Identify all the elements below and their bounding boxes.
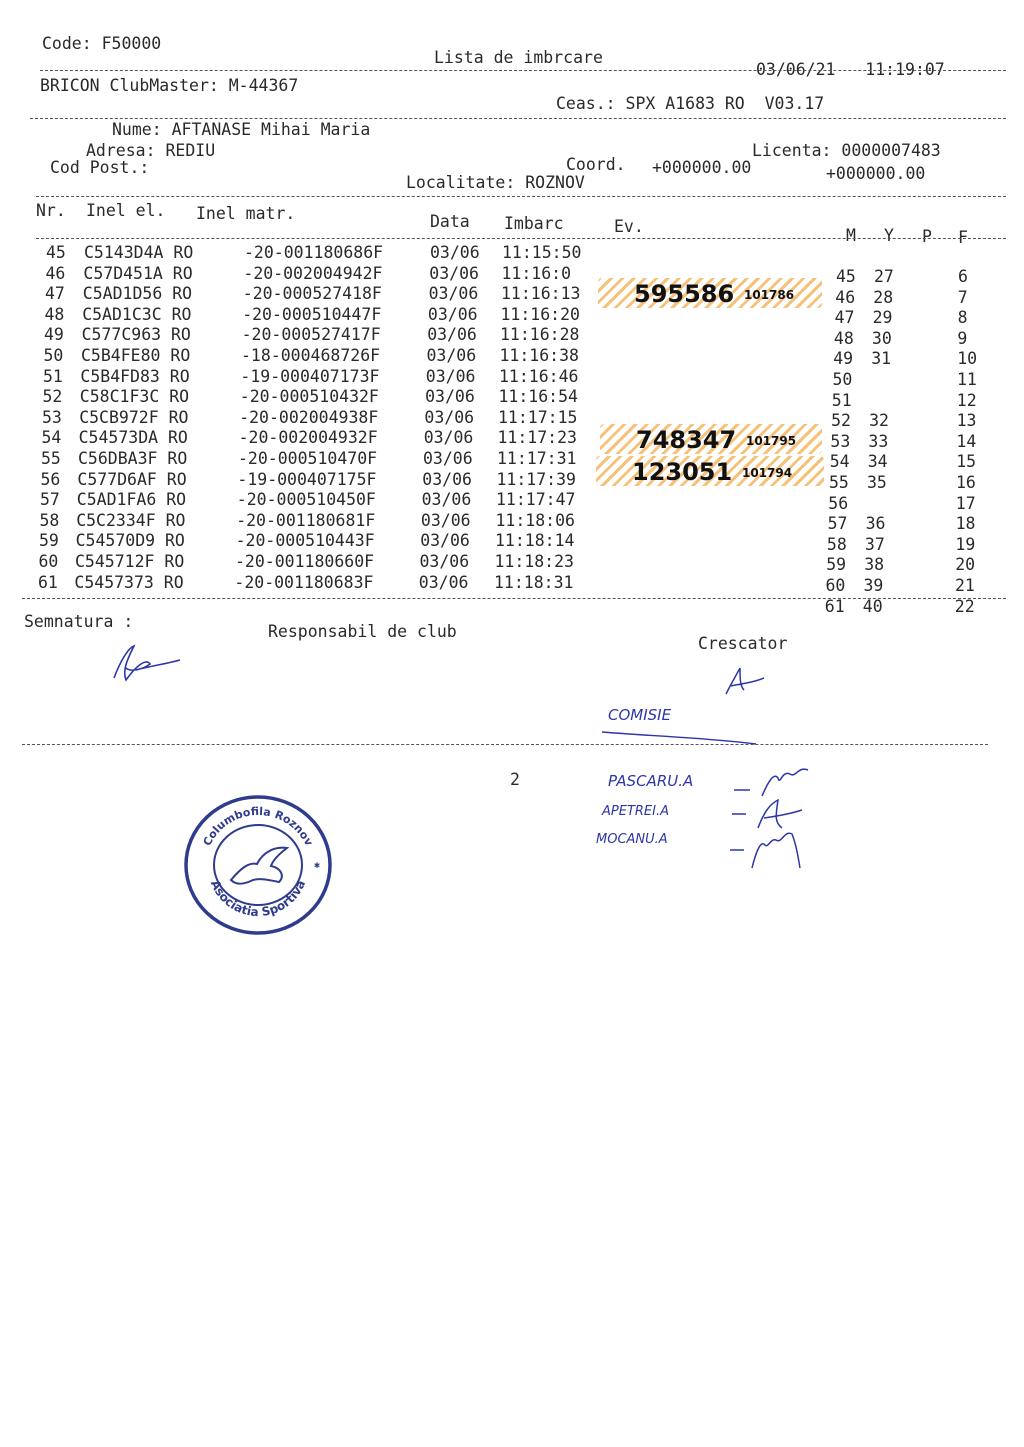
- row-m: 50: [832, 370, 853, 389]
- row-date: 03/06: [419, 552, 470, 571]
- row-date: 03/06: [420, 531, 470, 551]
- row-y: 34: [867, 452, 888, 472]
- row-time: 11:18:14: [495, 531, 575, 551]
- event-sticker: [598, 278, 822, 308]
- row-ring: -20-002004938F: [239, 407, 379, 427]
- row-nr: 59: [39, 531, 59, 551]
- row-time: 11:18:23: [494, 552, 574, 571]
- col-inel-matr: Inel matr.: [196, 204, 296, 223]
- row-ring: -20-001180683F: [234, 572, 374, 592]
- row-chip: C5B4FD83 RO: [80, 366, 190, 386]
- row-date: 03/06: [428, 284, 479, 304]
- row-date: 03/06: [429, 263, 479, 283]
- row-date: 03/06: [425, 366, 476, 386]
- row-date: 03/06: [421, 490, 472, 510]
- row-date: 03/06: [430, 243, 480, 262]
- stamp-text-bottom: Asociatia Sportiva: [207, 877, 309, 920]
- col-nr: Nr.: [36, 201, 66, 220]
- row-f: 16: [956, 473, 976, 492]
- divider: [22, 744, 988, 745]
- row-nr: 45: [46, 243, 66, 262]
- row-chip: C57D451A RO: [83, 263, 193, 283]
- row-chip: C5143D4A RO: [84, 243, 194, 262]
- row-chip: C5CB972F RO: [79, 407, 189, 427]
- row-ring: -20-000510447F: [242, 304, 382, 324]
- row-m: 55: [829, 473, 849, 492]
- sticker-code: 101794: [742, 466, 793, 480]
- row-m: 60: [825, 576, 846, 595]
- row-nr: 56: [40, 469, 61, 489]
- row-ring: -19-000407173F: [240, 366, 380, 386]
- row-ring: -20-000510432F: [239, 387, 379, 407]
- sticker-number: 748347: [636, 426, 737, 454]
- row-ring: -18-000468726F: [241, 346, 381, 365]
- row-y: 40: [862, 596, 883, 616]
- row-f: 19: [955, 534, 976, 554]
- row-time: 11:16:54: [498, 387, 578, 407]
- row-ring: -20-000510443F: [235, 531, 375, 551]
- club-master-id: BRICON ClubMaster: M-44367: [40, 76, 299, 95]
- commission-member: MOCANU.A: [596, 832, 668, 847]
- club-signature: [106, 642, 186, 686]
- row-nr: 57: [40, 490, 60, 510]
- row-m: 57: [827, 514, 848, 534]
- coord-longitude: +000000.00: [826, 164, 926, 183]
- row-chip: C54570D9 RO: [75, 531, 185, 551]
- event-sticker: [600, 424, 822, 454]
- row-date: 03/06: [426, 346, 477, 365]
- row-time: 11:16:0: [501, 263, 572, 283]
- row-date: 03/06: [423, 449, 473, 468]
- row-y: 29: [872, 308, 893, 328]
- row-nr: 55: [41, 449, 61, 468]
- row-date: 03/06: [425, 387, 475, 407]
- row-chip: C58C1F3C RO: [79, 387, 190, 407]
- clock-id: Ceas.: SPX A1683 RO V03.17: [556, 94, 825, 113]
- club-stamp: [183, 794, 333, 936]
- row-f: 9: [957, 328, 968, 348]
- event-sticker: [596, 456, 824, 486]
- row-time: 11:17:23: [497, 428, 577, 448]
- row-y: 32: [869, 411, 889, 431]
- row-ring: -20-000527417F: [241, 325, 381, 345]
- row-time: 11:16:28: [500, 325, 580, 345]
- table-row: [0, 572, 1024, 616]
- row-chip: C56DBA3F RO: [78, 449, 188, 468]
- row-f: 15: [956, 452, 977, 472]
- form-code: Code: F50000: [42, 34, 162, 53]
- row-ring: -20-000527418F: [242, 284, 382, 304]
- row-nr: 58: [39, 510, 60, 530]
- row-nr: 47: [45, 284, 65, 304]
- row-f: 11: [957, 370, 977, 389]
- col-ev: Ev.: [614, 217, 644, 236]
- row-f: 6: [958, 267, 968, 286]
- row-m: 53: [830, 431, 851, 451]
- row-y: 37: [864, 534, 885, 554]
- coord-latitude: +000000.00: [652, 158, 752, 177]
- divider: [40, 70, 1006, 71]
- breeder-name: Nume: AFTANASE Mihai Maria: [112, 120, 371, 139]
- license-number: Licenta: 0000007483: [752, 141, 941, 160]
- breeder-address: Adresa: REDIU: [86, 141, 216, 160]
- row-nr: 51: [43, 366, 63, 386]
- divider: [30, 118, 1006, 119]
- col-m: M: [846, 226, 856, 245]
- row-time: 11:15:50: [502, 243, 582, 262]
- row-m: 54: [829, 452, 850, 472]
- row-date: 03/06: [427, 304, 478, 324]
- row-y: 27: [874, 267, 894, 286]
- locality: Localitate: ROZNOV: [406, 173, 585, 192]
- row-ring: -20-002004942F: [243, 263, 383, 283]
- row-f: 13: [956, 411, 977, 431]
- club-responsible-label: Responsabil de club: [268, 622, 457, 641]
- row-nr: 49: [44, 325, 64, 345]
- row-nr: 54: [41, 428, 62, 448]
- row-y: 39: [863, 576, 884, 595]
- row-m: 58: [826, 534, 847, 554]
- row-f: 18: [955, 514, 976, 534]
- signature-label: Semnatura :: [24, 612, 134, 631]
- col-inel-el: Inel el.: [86, 201, 166, 220]
- col-y: Y: [884, 226, 894, 245]
- commission-signatures: [726, 764, 826, 876]
- row-m: 46: [835, 287, 856, 307]
- breeder-label: Crescator: [698, 634, 788, 653]
- postal-code-label: Cod Post.:: [50, 158, 150, 177]
- row-y: 35: [867, 473, 887, 492]
- row-date: 03/06: [423, 428, 474, 448]
- row-y: 38: [864, 555, 885, 575]
- row-m: 61: [824, 596, 845, 616]
- star-icon: ✱: [314, 860, 321, 871]
- row-ring: -20-000510450F: [236, 490, 376, 510]
- row-time: 11:17:39: [496, 469, 576, 489]
- row-m: 52: [831, 411, 851, 431]
- row-time: 11:16:20: [500, 304, 580, 324]
- row-y: 28: [873, 287, 894, 307]
- row-f: 20: [955, 555, 976, 575]
- row-date: 03/06: [420, 510, 471, 530]
- row-nr: 61: [38, 572, 58, 592]
- row-chip: C54573DA RO: [78, 428, 188, 448]
- sticker-number: 123051: [632, 458, 733, 486]
- col-p: P: [922, 227, 932, 246]
- row-nr: 52: [42, 387, 63, 407]
- row-chip: C5AD1C3C RO: [82, 304, 192, 324]
- row-m: 48: [833, 328, 854, 348]
- sticker-code: 101786: [744, 288, 795, 302]
- dove-icon: [231, 848, 287, 884]
- row-f: 7: [957, 287, 968, 307]
- divider: [36, 238, 1006, 239]
- row-chip: C5457373 RO: [74, 572, 184, 592]
- commission-underline: [600, 726, 760, 746]
- col-data: Data: [430, 212, 470, 231]
- row-m: 49: [833, 349, 854, 369]
- commission-label: COMISIE: [608, 706, 672, 724]
- row-f: 8: [957, 308, 968, 328]
- row-y: 31: [871, 349, 892, 369]
- coord-label: Coord.: [566, 155, 626, 174]
- breeder-signature: [718, 664, 768, 698]
- row-time: 11:16:38: [499, 346, 579, 365]
- document-title: Lista de imbrcare: [434, 48, 603, 67]
- row-nr: 50: [43, 346, 64, 365]
- divider: [36, 196, 1006, 197]
- col-f: F: [958, 228, 968, 247]
- row-nr: 48: [44, 304, 65, 324]
- row-m: 59: [826, 555, 847, 575]
- row-chip: C577C963 RO: [81, 325, 191, 345]
- row-m: 45: [836, 267, 856, 286]
- commission-member: APETREI.A: [602, 804, 669, 819]
- row-time: 11:17:47: [496, 490, 576, 510]
- row-f: 12: [956, 390, 977, 410]
- row-f: 14: [956, 431, 977, 451]
- row-nr: 46: [45, 263, 66, 283]
- row-m: 56: [828, 493, 849, 513]
- row-chip: C5AD1FA6 RO: [76, 490, 187, 510]
- row-chip: C5B4FE80 RO: [81, 346, 191, 365]
- row-ring: -19-000407175F: [237, 469, 377, 489]
- row-date: 03/06: [418, 572, 469, 592]
- row-date: 03/06: [427, 325, 477, 345]
- row-ring: -20-002004932F: [238, 428, 378, 448]
- row-time: 11:17:15: [498, 407, 578, 427]
- row-chip: C5C2334F RO: [76, 510, 186, 530]
- row-chip: C5AD1D56 RO: [82, 284, 193, 304]
- stamp-text-top: Columbofila Roznov: [200, 804, 316, 849]
- row-f: 21: [955, 576, 975, 595]
- row-time: 11:18:31: [494, 572, 574, 592]
- row-f: 10: [957, 349, 978, 369]
- commission-member: PASCARU.A: [608, 772, 694, 790]
- row-nr: 60: [38, 552, 59, 571]
- row-y: 30: [871, 328, 892, 348]
- row-date: 03/06: [424, 407, 475, 427]
- row-f: 22: [954, 596, 975, 616]
- row-ring: -20-001180681F: [236, 510, 376, 530]
- row-y: 36: [865, 514, 886, 534]
- print-datetime: 03/06/21 11:19:07: [756, 60, 945, 79]
- page-number: 2: [510, 770, 520, 789]
- row-ring: -20-000510470F: [238, 449, 378, 468]
- row-time: 11:18:06: [495, 510, 575, 530]
- row-ring: -20-001180686F: [244, 243, 384, 262]
- divider: [22, 598, 1006, 599]
- row-time: 11:16:46: [499, 366, 579, 386]
- row-m: 47: [834, 308, 855, 328]
- row-chip: C545712F RO: [75, 552, 185, 571]
- sticker-number: 595586: [634, 280, 735, 308]
- row-time: 11:16:13: [501, 284, 581, 304]
- row-date: 03/06: [422, 469, 472, 489]
- col-imbarc: Imbarc: [504, 214, 564, 233]
- row-ring: -20-001180660F: [235, 552, 375, 571]
- row-y: 33: [868, 431, 889, 451]
- row-chip: C577D6AF RO: [77, 469, 187, 489]
- row-nr: 53: [42, 407, 62, 427]
- row-time: 11:17:31: [497, 449, 577, 468]
- row-f: 17: [955, 493, 976, 513]
- row-m: 51: [831, 390, 852, 410]
- sticker-code: 101795: [746, 434, 797, 448]
